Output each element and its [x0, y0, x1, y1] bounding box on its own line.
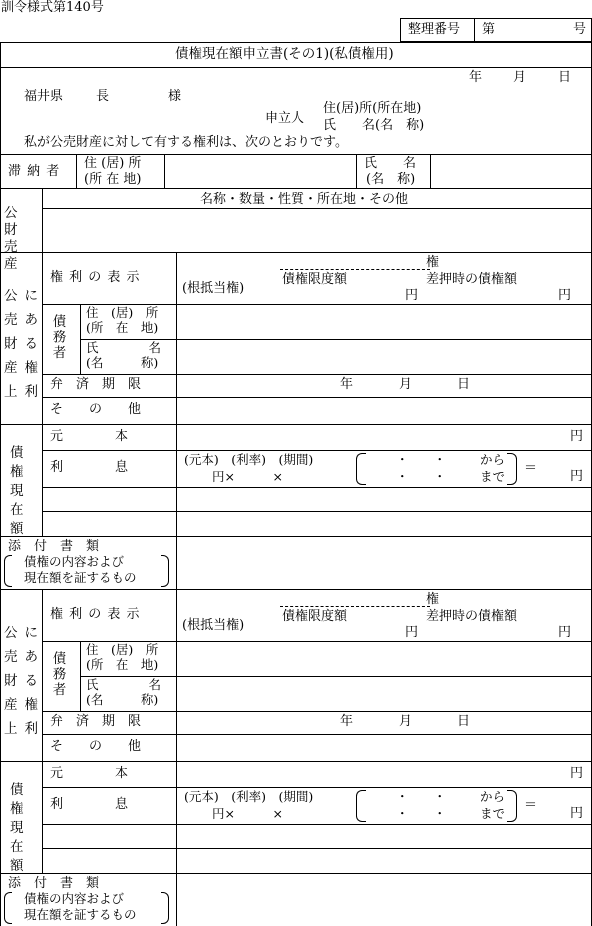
interest-headers: (元本) (利率) (期間): [184, 452, 314, 467]
attach-label: 添 付 書 類: [8, 539, 100, 554]
addressee-sama: 様: [168, 89, 182, 104]
period-dots-1: ・ ・: [396, 452, 447, 467]
debtor-name-label-2: (名 称): [86, 355, 159, 370]
debtor-name-label: 氏 名: [86, 340, 162, 355]
due-day: 日: [457, 377, 471, 392]
period-dots-2-b2: ・ ・: [396, 806, 447, 821]
due-year-2: 年: [340, 714, 354, 729]
period-to-2: まで: [480, 806, 506, 821]
interest-multiply: 円× ×: [212, 469, 283, 484]
date-year: 年: [469, 70, 483, 85]
delinquent-address-label: 住 (居) 所: [84, 156, 142, 171]
property-side-label: [4, 205, 38, 273]
principal-label: 元 本: [50, 429, 129, 444]
due-label-2: 弁 済 期 限: [50, 714, 142, 729]
other-label: そ の 他: [50, 402, 142, 417]
date-month: 月: [513, 70, 527, 85]
debtor-name-label-b2-2: (名 称): [86, 692, 159, 707]
debtor-address-label-b2: 住 (居) 所: [86, 642, 159, 657]
claim-side-label: [10, 444, 26, 539]
applicant-name-label: 氏 名(名 称): [323, 118, 425, 133]
principal-yen: 円: [570, 429, 584, 444]
period-dots-2: ・ ・: [396, 469, 447, 484]
ken-label-2: 権: [426, 592, 440, 607]
attach-sub-2-b2: 現在額を証するもの: [24, 907, 137, 922]
limit-yen: 円: [405, 288, 419, 303]
statement-text: 私が公売財産に対して有する権利は、次のとおりです。: [24, 135, 348, 150]
delinquent-name-label-2: (名 称): [366, 172, 416, 187]
period-from-2: から: [480, 789, 506, 804]
delinquent-name-label: 氏 名: [364, 156, 417, 171]
property-header: 名称・数量・性質・所在地・その他: [200, 192, 409, 207]
debtor-side-label: 債務者: [49, 314, 66, 361]
interest-equals-2: ＝: [524, 798, 538, 813]
debtor-address-label-2: (所 在 地): [86, 320, 159, 335]
attach-label-2: 添 付 書 類: [8, 876, 100, 891]
due-year: 年: [340, 377, 354, 392]
period-dots-1-b2: ・ ・: [396, 789, 447, 804]
seizure-yen-2: 円: [558, 625, 572, 640]
seizure-yen: 円: [558, 288, 572, 303]
period-from: から: [480, 452, 506, 467]
claim-side-text: 債権現在額: [10, 445, 24, 537]
rights-display-label: 権 利 の 表 示: [50, 270, 141, 285]
debtor-name-label-b2: 氏 名: [86, 677, 162, 692]
rights-side-label-2: 公 に 売 あ 財 る 産 権 上 利: [4, 625, 38, 737]
other-label-2: そ の 他: [50, 739, 142, 754]
seiri-go: 号: [573, 22, 587, 37]
debtor-address-label-b2-2: (所 在 地): [86, 657, 159, 672]
principal-label-2: 元 本: [50, 766, 129, 781]
seiri-dai: 第: [482, 22, 496, 37]
due-month: 月: [399, 377, 413, 392]
claim-side-label-2: [10, 781, 26, 876]
debtor-side-label-2: 債務者: [49, 651, 66, 698]
attach-sub-1-b2: 債権の内容および: [24, 891, 125, 906]
seizure-label: 差押時の債権額: [426, 272, 518, 287]
limit-label-2: 債権限度額: [282, 609, 348, 624]
due-day-2: 日: [457, 714, 471, 729]
ken-label: 権: [426, 255, 440, 270]
interest-multiply-2: 円× ×: [212, 806, 283, 821]
debtor-address-label: 住 (居) 所: [86, 305, 159, 320]
interest-equals: ＝: [524, 461, 538, 476]
due-label: 弁 済 期 限: [50, 377, 142, 392]
date-day: 日: [558, 70, 572, 85]
attach-sub-1: 債権の内容および: [24, 554, 125, 569]
interest-yen: 円: [570, 469, 584, 484]
konte-label-2: (根抵当権): [182, 618, 245, 633]
principal-yen-2: 円: [570, 766, 584, 781]
interest-yen-2: 円: [570, 806, 584, 821]
applicant-label: 申立人: [265, 111, 305, 126]
addressee-pref: 福井県: [24, 89, 64, 104]
due-month-2: 月: [399, 714, 413, 729]
limit-yen-2: 円: [405, 625, 419, 640]
form-reference: 訓令様式第140号: [1, 0, 104, 15]
interest-headers-2: (元本) (利率) (期間): [184, 789, 314, 804]
form-title: 債権現在額申立書(その1)(私債権用): [175, 46, 394, 62]
property-side-text: 公財売産: [4, 205, 21, 272]
rights-side-label: 公 に 売 あ 財 る 産 権 上 利: [4, 288, 38, 400]
period-to: まで: [480, 469, 506, 484]
rights-display-label-2: 権 利 の 表 示: [50, 607, 141, 622]
interest-label-2: 利 息: [50, 797, 129, 812]
delinquent-label: 滞 納 者: [8, 164, 61, 179]
limit-label: 債権限度額: [282, 272, 348, 287]
seiri-number-label: 整理番号: [408, 22, 461, 37]
konte-label: (根抵当権): [182, 281, 245, 296]
applicant-address-label: 住(居)所(所在地): [323, 101, 422, 116]
claim-side-text-2: 債権現在額: [10, 782, 24, 874]
interest-label: 利 息: [50, 460, 129, 475]
delinquent-address-label-2: (所 在 地): [84, 172, 142, 187]
seizure-label-2: 差押時の債権額: [426, 609, 518, 624]
attach-sub-2: 現在額を証するもの: [24, 570, 137, 585]
addressee-chief: 長: [96, 89, 110, 104]
